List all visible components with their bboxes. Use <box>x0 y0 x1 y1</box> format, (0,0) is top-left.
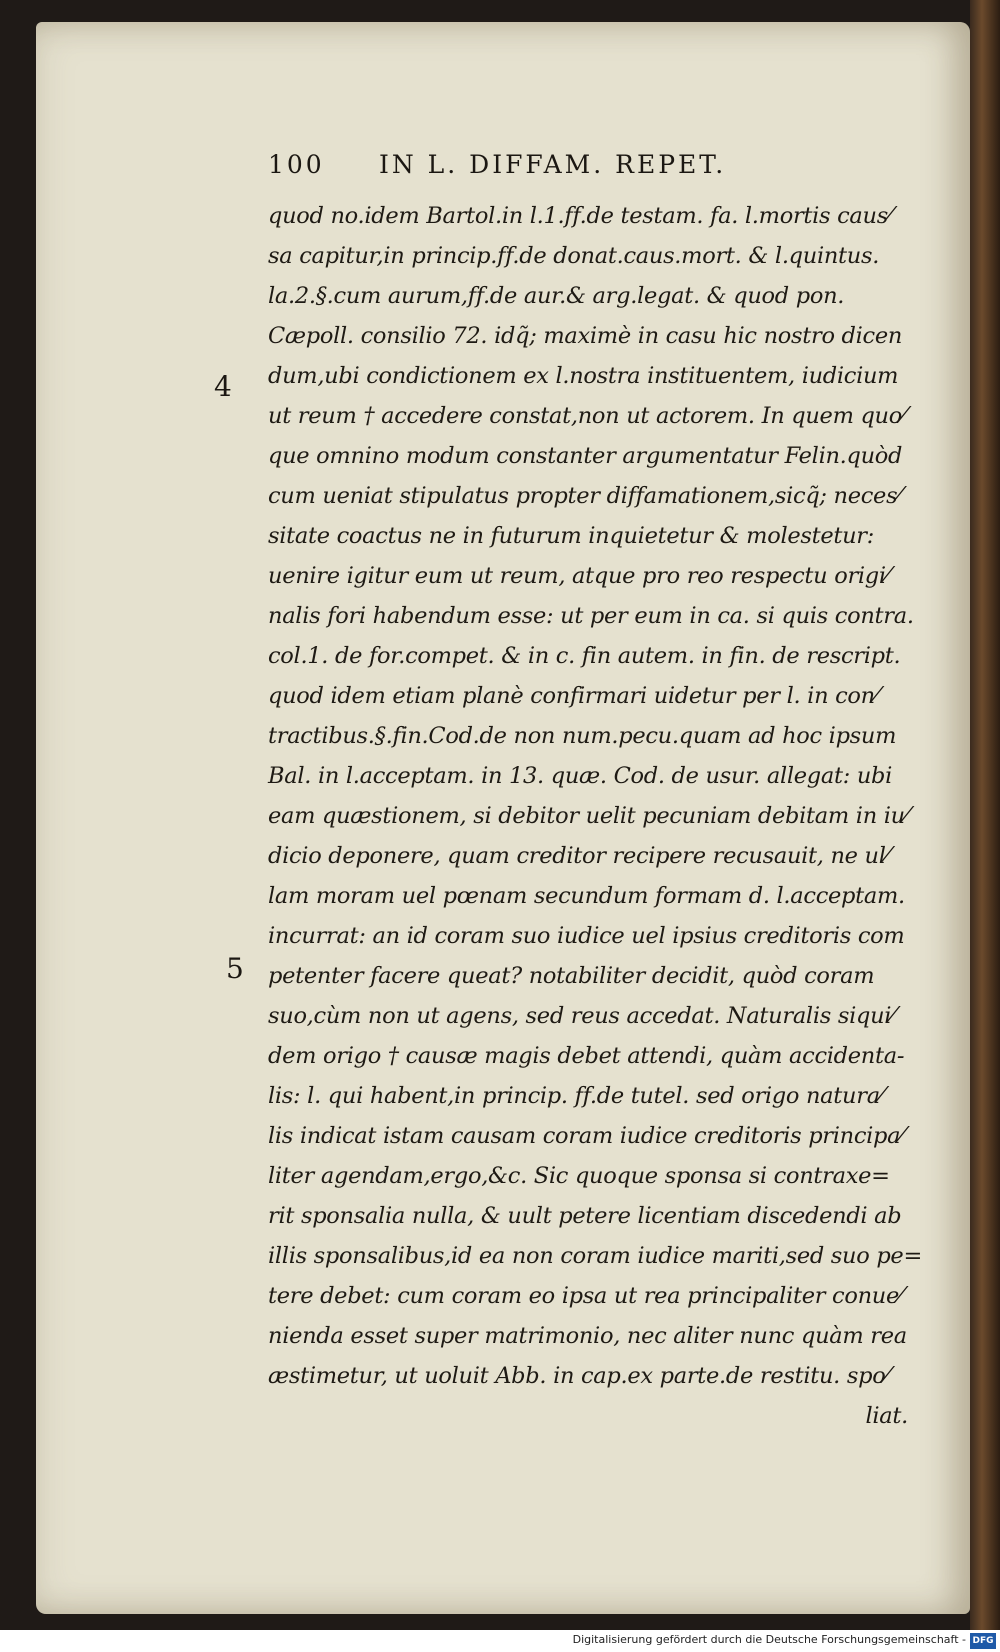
footer-credit: Digitalisierung gefördert durch die Deutsche Forschungsgemeinschaft - <box>572 1633 966 1646</box>
text-line: suo,cùm non ut agens, sed reus accedat. Naturalis siqui⁄ <box>268 1003 895 1029</box>
margin-number-5: 5 <box>226 952 244 985</box>
text-line: dicio deponere, quam creditor recipere recusauit, ne ul⁄ <box>268 843 890 869</box>
text-line: sa capitur,in princip.ff.de donat.caus.mort. & l.quintus. <box>268 243 880 269</box>
page-header <box>268 150 726 179</box>
text-line: quod idem etiam planè confirmari uidetur per l. in con⁄ <box>268 683 879 709</box>
text-line: Bal. in l.acceptam. in 13. quæ. Cod. de usur. allegat: ubi <box>268 763 893 789</box>
text-line: dum,ubi condictionem ex l.nostra instituentem, iudicium <box>268 363 899 389</box>
text-line: ut reum † accedere constat,non ut actorem. In quem quo⁄ <box>268 403 906 429</box>
text-line: eam quæstionem, si debitor uelit pecuniam debitam in iu⁄ <box>268 803 909 829</box>
text-line: nienda esset super matrimonio, nec aliter nunc quàm rea <box>268 1323 907 1349</box>
text-line: incurrat: an id coram suo iudice uel ipsius creditoris com <box>268 923 905 949</box>
footer-bar <box>0 1630 1000 1652</box>
text-line: liter agendam,ergo,&c. Sic quoque sponsa si contraxe= <box>268 1163 890 1189</box>
page-number: 100 <box>268 150 325 179</box>
margin-number-4: 4 <box>214 370 232 403</box>
text-line: Cæpoll. consilio 72. idq̃; maximè in casu hic nostro dicen <box>268 323 903 349</box>
catchword: liat. <box>865 1403 908 1429</box>
text-line: que omnino modum constanter argumentatur Felin.quòd <box>268 443 903 469</box>
text-line: sitate coactus ne in futurum inquietetur & molestetur: <box>268 523 875 549</box>
body-text <box>268 196 948 1436</box>
text-line: lis indicat istam causam coram iudice creditoris principa⁄ <box>268 1123 904 1149</box>
text-line: tere debet: cum coram eo ipsa ut rea principaliter conue⁄ <box>268 1283 903 1309</box>
text-line: quod no.idem Bartol.in l.1.ff.de testam. fa. l.mortis caus⁄ <box>268 203 892 229</box>
text-line: la.2.§.cum aurum,ff.de aur.& arg.legat. & quod pon. <box>268 283 845 309</box>
running-title: IN L. DIFFAM. REPET. <box>378 150 727 179</box>
text-line: tractibus.§.fin.Cod.de non num.pecu.quam ad hoc ipsum <box>268 723 897 749</box>
book-edge <box>970 0 1000 1652</box>
text-line: lis: l. qui habent,in princip. ff.de tutel. sed origo natura⁄ <box>268 1083 884 1109</box>
text-line: rit sponsalia nulla, & uult petere licentiam discedendi ab <box>268 1203 902 1229</box>
text-line: uenire igitur eum ut reum, atque pro reo respectu origi⁄ <box>268 563 890 589</box>
text-line: cum ueniat stipulatus propter diffamationem,sicq̃; neces⁄ <box>268 483 901 509</box>
text-line: æstimetur, ut uoluit Abb. in cap.ex parte.de restitu. spo⁄ <box>268 1363 889 1389</box>
text-line: dem origo † causæ magis debet attendi, quàm accidenta- <box>268 1043 905 1069</box>
text-line: petenter facere queat? notabiliter decidit, quòd coram <box>268 963 875 989</box>
text-line: col.1. de for.compet. & in c. fin autem. in fin. de rescript. <box>268 643 901 669</box>
text-line: lam moram uel pœnam secundum formam d. l.acceptam. <box>268 883 905 909</box>
text-line: nalis fori habendum esse: ut per eum in ca. si quis contra. <box>268 603 914 629</box>
text-line: illis sponsalibus,id ea non coram iudice mariti,sed suo pe= <box>268 1243 923 1269</box>
dfg-logo-icon: DFG <box>970 1633 996 1649</box>
